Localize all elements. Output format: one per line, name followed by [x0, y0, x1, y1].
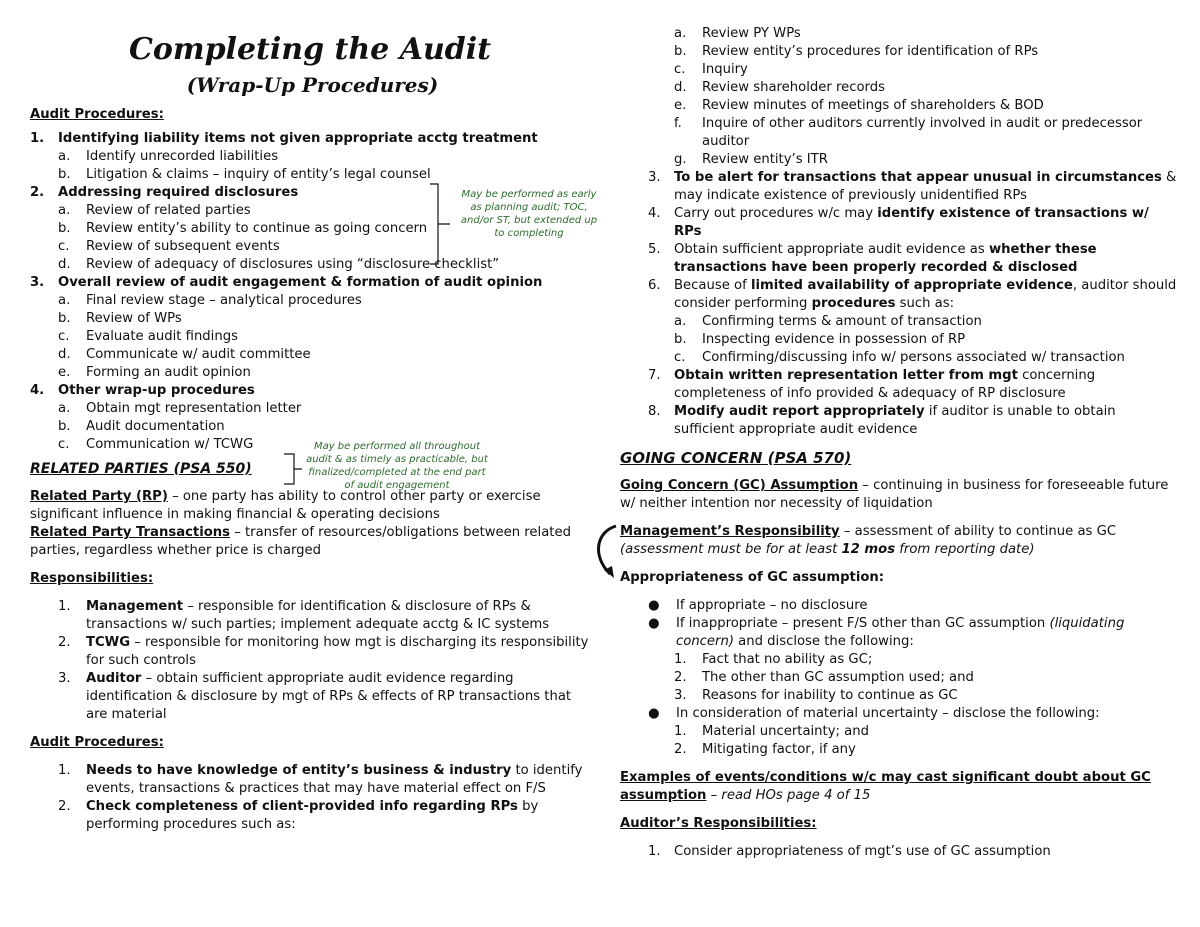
list-item: a. Final review stage – analytical procedures [58, 293, 362, 308]
note-planning: May be performed as early as planning audit; TOC, and/or ST, but extended up to completing [460, 189, 598, 239]
list-item: 6. Because of limited availability of appropriate evidence, auditor should consider performing procedures such as: [648, 278, 1177, 311]
list-item: 1. Identifying liability items not given appropriate acctg treatment [30, 131, 538, 146]
management-responsibility: Management’s Responsibility – assessment of ability to continue as GC [620, 524, 1117, 539]
examples-heading: Examples of events/conditions w/c may cast significant doubt about GC assumption – read HOs page 4 of 15 [620, 770, 1151, 803]
auditor-responsibilities-heading: Auditor’s Responsibilities: [620, 816, 817, 831]
page-title: Completing the Audit [128, 32, 492, 67]
related-party-definition: Related Party (RP) – one party has ability to control other party or exercise significant influence in making financial & operating decisions [30, 489, 541, 522]
responsibilities-heading: Responsibilities: [30, 571, 154, 586]
bracket-1 [428, 182, 458, 266]
list-item: 4. Other wrap-up procedures [30, 383, 255, 398]
list-item: b. Review of WPs [58, 311, 182, 326]
list-item: 3. To be alert for transactions that appear unusual in circumstances & may indicate existence of previously unidentified RPs [648, 170, 1177, 203]
note-throughout: May be performed all throughout audit & as timely as practicable, but finalized/completed at the end part of audit engagement [306, 441, 488, 491]
left-column [30, 30, 595, 834]
list-item: a. Obtain mgt representation letter [58, 401, 302, 416]
list-item: c. Evaluate audit findings [58, 329, 238, 344]
list-item: f. Inquire of other auditors currently involved in audit or predecessor auditor [674, 116, 1143, 149]
list-item: ● In consideration of material uncertainty – disclose the following: [648, 706, 1100, 721]
list-item: b. Litigation & claims – inquiry of entity’s legal counsel [58, 167, 431, 182]
list-item: a. Identify unrecorded liabilities [58, 149, 279, 164]
list-item: 1. Needs to have knowledge of entity’s business & industry to identify events, transactions & practices that may have material effect on F/S [58, 763, 583, 796]
list-item: 2. Addressing required disclosures [30, 185, 299, 200]
list-item: 1. Material uncertainty; and [674, 724, 869, 739]
list-item: 1. Management – responsible for identification & disclosure of RPs & transactions w/ such parties; implement adequate acctg & IC systems [58, 599, 550, 632]
rp-audit-procedures-heading: Audit Procedures: [30, 735, 164, 750]
list-item: a. Review of related parties [58, 203, 251, 218]
list-item: 1. Fact that no ability as GC; [674, 652, 873, 667]
curved-arrow-icon [590, 522, 622, 584]
list-item: 1. Consider appropriateness of mgt’s use of GC assumption [648, 844, 1051, 859]
list-item: b. Review entity’s procedures for identification of RPs [674, 44, 1039, 59]
list-item: 3. Auditor – obtain sufficient appropriate audit evidence regarding identification & disclosure by mgt of RPs & effects of RP transactions that are material [58, 671, 572, 722]
list-item: c. Confirming/discussing info w/ persons associated w/ transaction [674, 350, 1125, 365]
list-item: ● If appropriate – no disclosure [648, 598, 868, 613]
list-item: ● If inappropriate – present F/S other than GC assumption (liquidating concern) and disclose the following: [648, 616, 1125, 649]
list-item: 2. Check completeness of client-provided info regarding RPs by performing procedures such as: [58, 799, 539, 832]
right-column [620, 25, 1180, 861]
list-item: 3. Overall review of audit engagement & formation of audit opinion [30, 275, 543, 290]
list-item: c. Inquiry [674, 62, 748, 77]
list-item: 4. Carry out procedures w/c may identify existence of transactions w/ RPs [648, 206, 1149, 239]
list-item: c. Communication w/ TCWG [58, 437, 254, 452]
list-item: a. Confirming terms & amount of transaction [674, 314, 982, 329]
list-item: b. Audit documentation [58, 419, 225, 434]
list-item: 3. Reasons for inability to continue as GC [674, 688, 958, 703]
list-item: e. Review minutes of meetings of shareholders & BOD [674, 98, 1044, 113]
bracket-2 [282, 452, 306, 486]
list-item: d. Communicate w/ audit committee [58, 347, 311, 362]
related-parties-heading: RELATED PARTIES (PSA 550) [30, 461, 252, 477]
list-item: 2. Mitigating factor, if any [674, 742, 856, 757]
page-subtitle: (Wrap-Up Procedures) [186, 73, 439, 97]
going-concern-heading: GOING CONCERN (PSA 570) [620, 449, 852, 467]
list-item: b. Review entity’s ability to continue as going concern [58, 221, 428, 236]
list-item: c. Review of subsequent events [58, 239, 280, 254]
list-item: d. Review shareholder records [674, 80, 885, 95]
list-item: b. Inspecting evidence in possession of RP [674, 332, 966, 347]
list-item: 2. The other than GC assumption used; and [674, 670, 974, 685]
list-item: e. Forming an audit opinion [58, 365, 251, 380]
list-item: a. Review PY WPs [674, 26, 801, 41]
audit-procedures-heading: Audit Procedures: [30, 107, 164, 122]
list-item: 7. Obtain written representation letter from mgt concerning completeness of info provided & adequacy of RP disclosure [648, 368, 1096, 401]
list-item: d. Review of adequacy of disclosures using “disclosure checklist” [58, 257, 500, 272]
list-item: g. Review entity’s ITR [674, 152, 828, 167]
related-party-transactions-definition: Related Party Transactions – transfer of resources/obligations between related parties, regardless whether price is charged [30, 525, 571, 558]
assessment-note: (assessment must be for at least 12 mos from reporting date) [620, 542, 1035, 557]
list-item: 8. Modify audit report appropriately if auditor is unable to obtain sufficient appropriate audit evidence [648, 404, 1116, 437]
list-item: 2. TCWG – responsible for monitoring how mgt is discharging its responsibility for such controls [58, 635, 589, 668]
appropriateness-heading: Appropriateness of GC assumption: [620, 570, 885, 585]
gc-assumption-definition: Going Concern (GC) Assumption – continuing in business for foreseeable future w/ neither intention nor necessity of liquidation [620, 478, 1169, 511]
list-item: 5. Obtain sufficient appropriate audit evidence as whether these transactions have been properly recorded & disclosed [648, 242, 1097, 275]
